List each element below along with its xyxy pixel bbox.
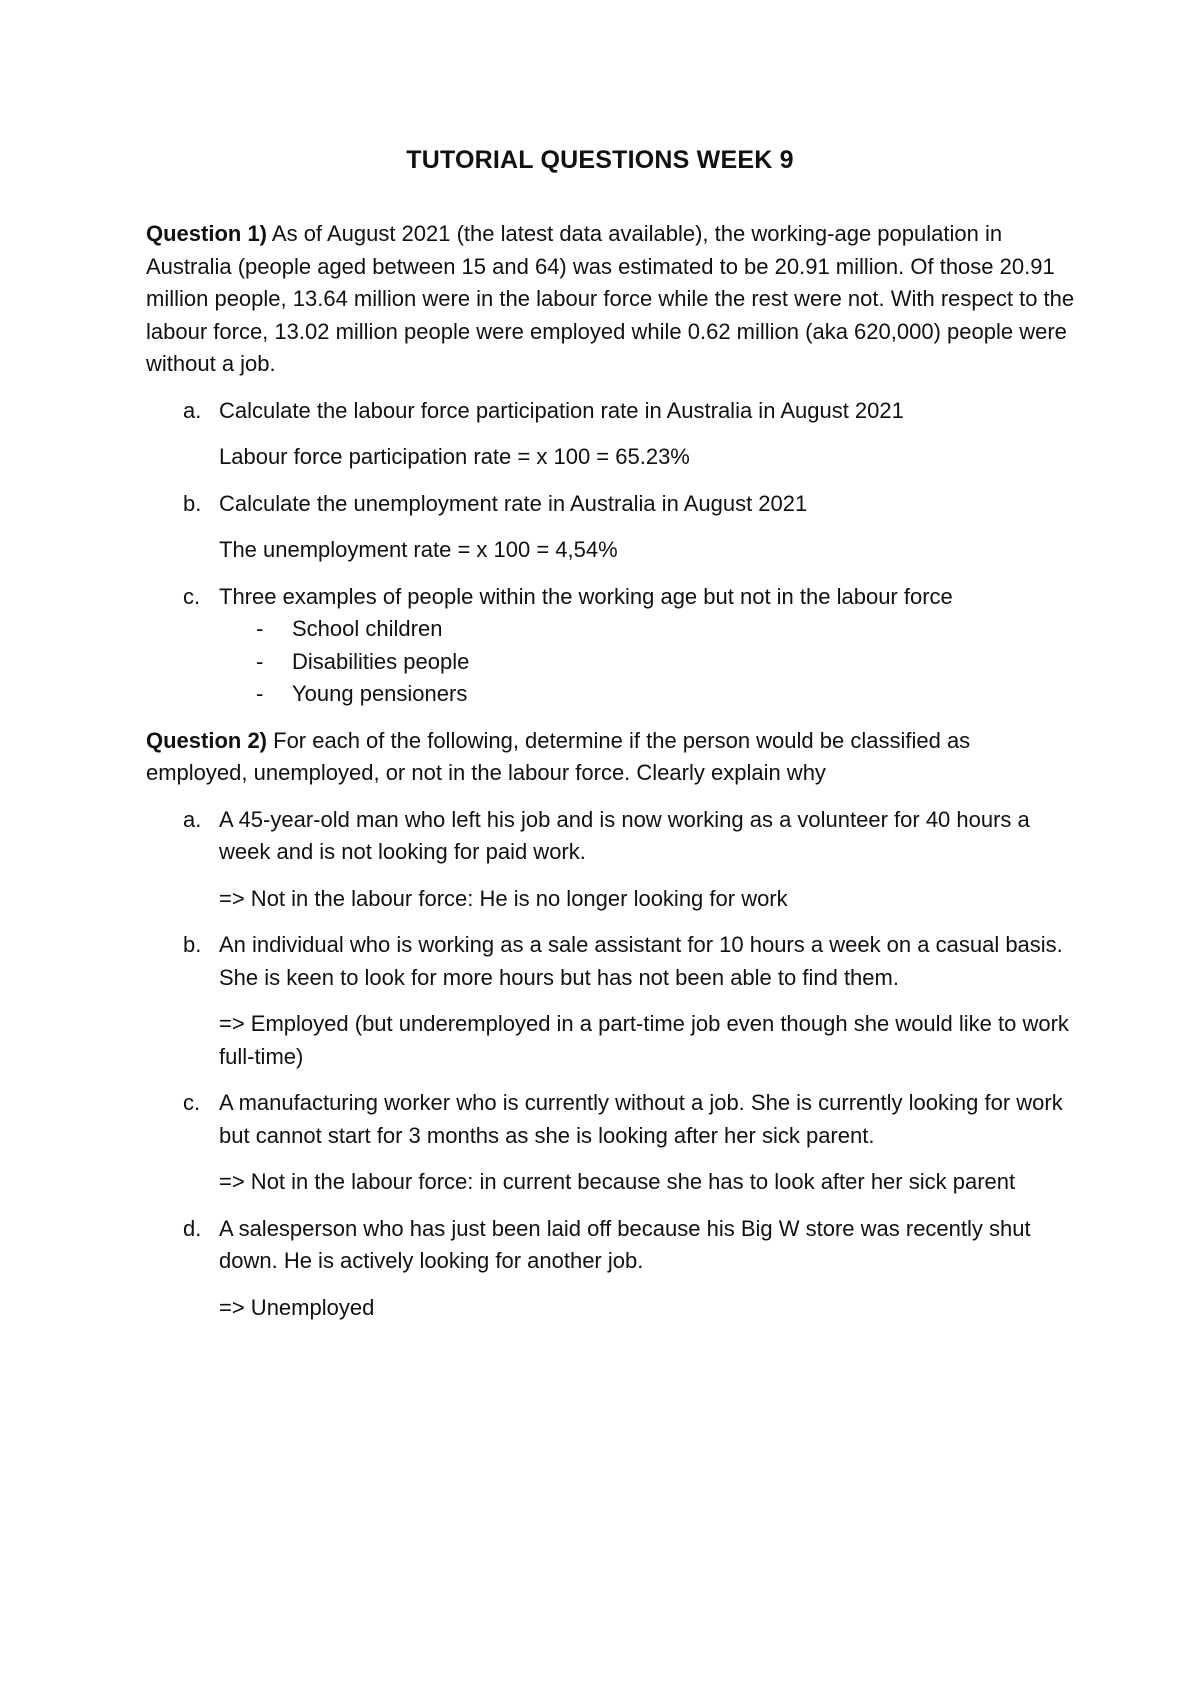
- part-text: An individual who is working as a sale assistant for 10 hours a week on a casual basis. She is keen to look for more hours but has not been able to find them.: [219, 932, 1063, 990]
- list-item: [256, 646, 1076, 679]
- examples-list: [146, 613, 1076, 711]
- question-2-part-b-answer: => Employed (but underemployed in a part-time job even though she would like to work full-time): [219, 1011, 1069, 1069]
- part-text: Three examples of people within the working age but not in the labour force: [219, 583, 953, 609]
- part-text: A salesperson who has just been laid off because his Big W store was recently shut down. He is actively looking for another job.: [219, 1215, 1031, 1273]
- list-marker: a.: [183, 397, 202, 423]
- question-2-part-a: [146, 804, 1076, 869]
- question-2-part-d-answer: => Unemployed: [219, 1294, 375, 1320]
- question-2-part-c-answer: => Not in the labour force: in current because she has to look after her sick parent: [219, 1169, 1016, 1194]
- question-1: [146, 218, 1076, 381]
- question-2-part-d: [146, 1213, 1076, 1278]
- document-body: [146, 218, 1076, 1324]
- list-marker: a.: [183, 806, 202, 832]
- question-1-part-a: [146, 395, 1076, 428]
- list-item: [256, 678, 1076, 711]
- part-text: A 45-year-old man who left his job and is now working as a volunteer for 40 hours a week and is not looking for paid work.: [219, 806, 1030, 864]
- question-1-part-b-answer: The unemployment rate = x 100 = 4,54%: [219, 537, 618, 562]
- question-1-text: As of August 2021 (the latest data available), the working-age population in Australia (people aged between 15 and 64) was estimated to be 20.91 million. Of those 20.91 million people, 13.64 million were in the labour force while the rest were not. With respect to the labour force, 13.02 million people were employed while 0.62 million (aka 620,000) people were without a job.: [146, 221, 1075, 376]
- question-1-part-a-answer: Labour force participation rate = x 100 = 65.23%: [219, 444, 690, 469]
- part-text: Calculate the unemployment rate in Australia in August 2021: [219, 490, 808, 516]
- list-marker: b.: [183, 932, 202, 957]
- list-marker: b.: [183, 490, 202, 516]
- list-marker: c.: [183, 583, 201, 609]
- question-1-part-b: [146, 488, 1076, 521]
- question-2-part-b: [146, 929, 1076, 994]
- page-title: TUTORIAL QUESTIONS WEEK 9: [406, 146, 794, 174]
- question-1-part-c: [146, 581, 1076, 614]
- list-item: [256, 613, 1076, 646]
- example-text: Disabilities people: [292, 648, 470, 674]
- list-marker: c.: [183, 1090, 201, 1115]
- example-text: Young pensioners: [292, 681, 468, 706]
- question-2-label: Question 2): [146, 727, 268, 753]
- question-2-part-a-answer: => Not in the labour force: He is no longer looking for work: [219, 885, 788, 911]
- dash-bullet: -: [256, 648, 264, 674]
- question-2-text: For each of the following, determine if the person would be classified as employed, unemployed, or not in the labour force. Clearly explain why: [146, 727, 971, 785]
- question-1-label: Question 1): [146, 221, 268, 246]
- example-text: School children: [292, 616, 443, 641]
- question-2: [146, 725, 1076, 790]
- list-marker: d.: [183, 1215, 202, 1241]
- part-text: A manufacturing worker who is currently without a job. She is currently looking for work but cannot start for 3 months as she is looking after her sick parent.: [219, 1090, 1063, 1148]
- dash-bullet: -: [256, 681, 264, 706]
- question-2-part-c: [146, 1087, 1076, 1152]
- dash-bullet: -: [256, 616, 264, 641]
- part-text: Calculate the labour force participation rate in Australia in August 2021: [219, 397, 904, 423]
